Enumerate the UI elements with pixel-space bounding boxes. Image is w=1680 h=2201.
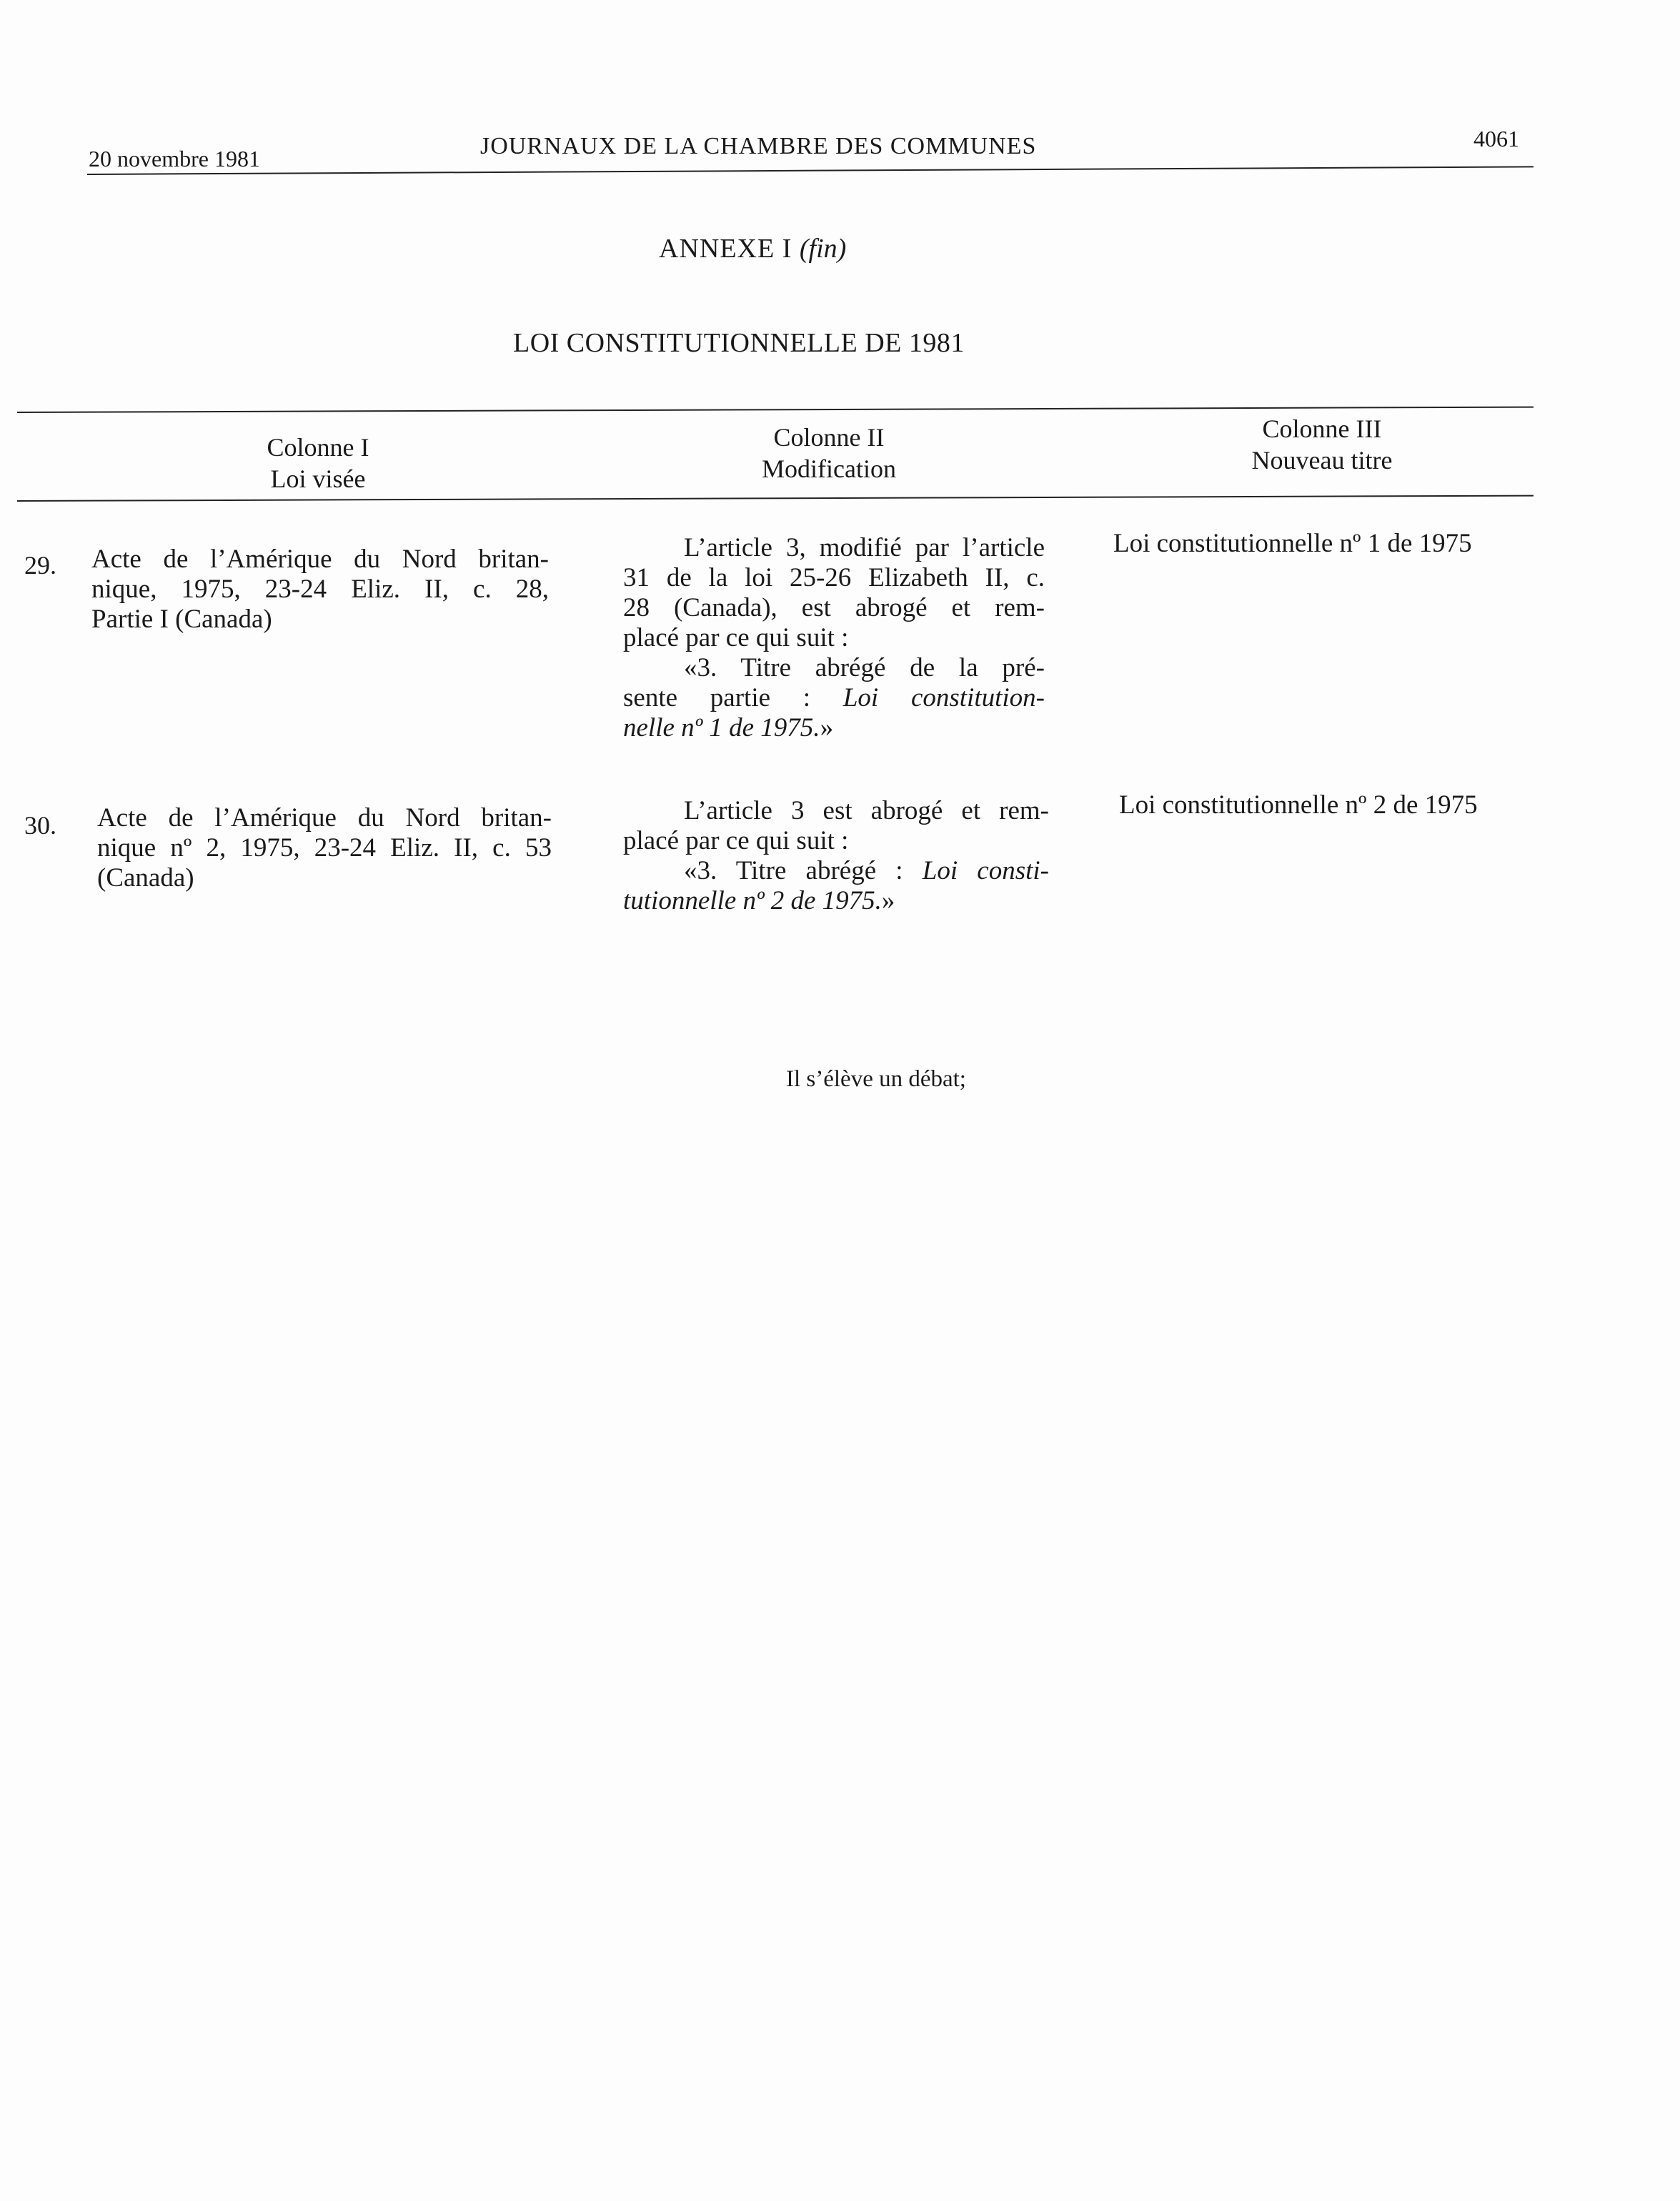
column-3-subheading: Nouveau titre: [1251, 446, 1393, 475]
modification-italic: Loi constitution-: [843, 683, 1045, 712]
modification-line: [623, 683, 1045, 713]
modification-line: «3. Titre abrégé de la pré-: [684, 653, 1045, 682]
loi-visee-line: (Canada): [97, 863, 194, 893]
row-nouveau-titre: Loi constitutionnelle nº 1 de 1975: [1113, 529, 1472, 558]
loi-visee-line: Partie I (Canada): [91, 605, 272, 634]
modification-line: [623, 856, 1049, 886]
column-1-heading: Colonne I: [267, 433, 369, 462]
modification-text: «3. Titre abrégé :: [684, 856, 923, 885]
row-number: 30.: [24, 811, 56, 840]
modification-line: placé par ce qui suit :: [623, 826, 849, 855]
header-date: 20 novembre 1981: [89, 146, 260, 172]
modification-line: 28 (Canada), est abrogé et rem-: [623, 593, 1045, 622]
closing-note: Il s’élève un débat;: [786, 1066, 966, 1092]
column-2-heading: Colonne II: [773, 423, 885, 452]
row-loi-visee: [97, 803, 552, 893]
column-header-2: [722, 422, 936, 485]
modification-line: 31 de la loi 25-26 Elizabeth II, c.: [623, 563, 1045, 592]
header-rule: [87, 166, 1534, 175]
modification-text: sente partie :: [623, 683, 843, 712]
table-top-rule: [17, 407, 1534, 413]
row-number: 29.: [24, 551, 56, 580]
column-header-3: [1208, 413, 1436, 476]
modification-line: L’article 3, modifié par l’article: [684, 533, 1045, 562]
modification-line: [623, 886, 1049, 916]
modification-line: L’article 3 est abrogé et rem-: [684, 796, 1049, 825]
page-number: 4061: [1473, 126, 1519, 151]
modification-italic: Loi consti-: [922, 856, 1050, 885]
loi-visee-line: nique, 1975, 23-24 Eliz. II, c. 28,: [91, 575, 549, 604]
loi-visee-line: Acte de l’Amérique du Nord britan-: [97, 803, 552, 833]
row-loi-visee: [91, 545, 549, 635]
table-header-rule: [17, 495, 1534, 502]
act-title: LOI CONSTITUTIONNELLE DE 1981: [513, 328, 965, 358]
modification-italic: nelle nº 1 de 1975.: [623, 713, 820, 742]
column-3-heading: Colonne III: [1262, 414, 1382, 443]
header-journal-title: JOURNAUX DE LA CHAMBRE DES COMMUNES: [480, 133, 1037, 159]
modification-text: »: [881, 886, 895, 915]
modification-line: [623, 713, 1045, 743]
annexe-suffix: (fin): [799, 234, 847, 264]
annexe-title: [659, 233, 846, 264]
row-modification: [623, 796, 1049, 916]
column-header-1: [214, 432, 422, 495]
annexe-label: ANNEXE I: [659, 234, 792, 264]
loi-visee-line: Acte de l’Amérique du Nord britan-: [91, 545, 549, 574]
row-nouveau-titre: Loi constitutionnelle nº 2 de 1975: [1119, 790, 1478, 820]
column-2-subheading: Modification: [762, 454, 896, 483]
modification-italic: tutionnelle nº 2 de 1975.: [623, 886, 882, 915]
loi-visee-line: nique nº 2, 1975, 23-24 Eliz. II, c. 53: [97, 833, 552, 863]
column-1-subheading: Loi visée: [270, 464, 366, 493]
modification-text: »: [820, 713, 834, 742]
row-modification: [623, 533, 1045, 743]
modification-line: placé par ce qui suit :: [623, 623, 849, 652]
